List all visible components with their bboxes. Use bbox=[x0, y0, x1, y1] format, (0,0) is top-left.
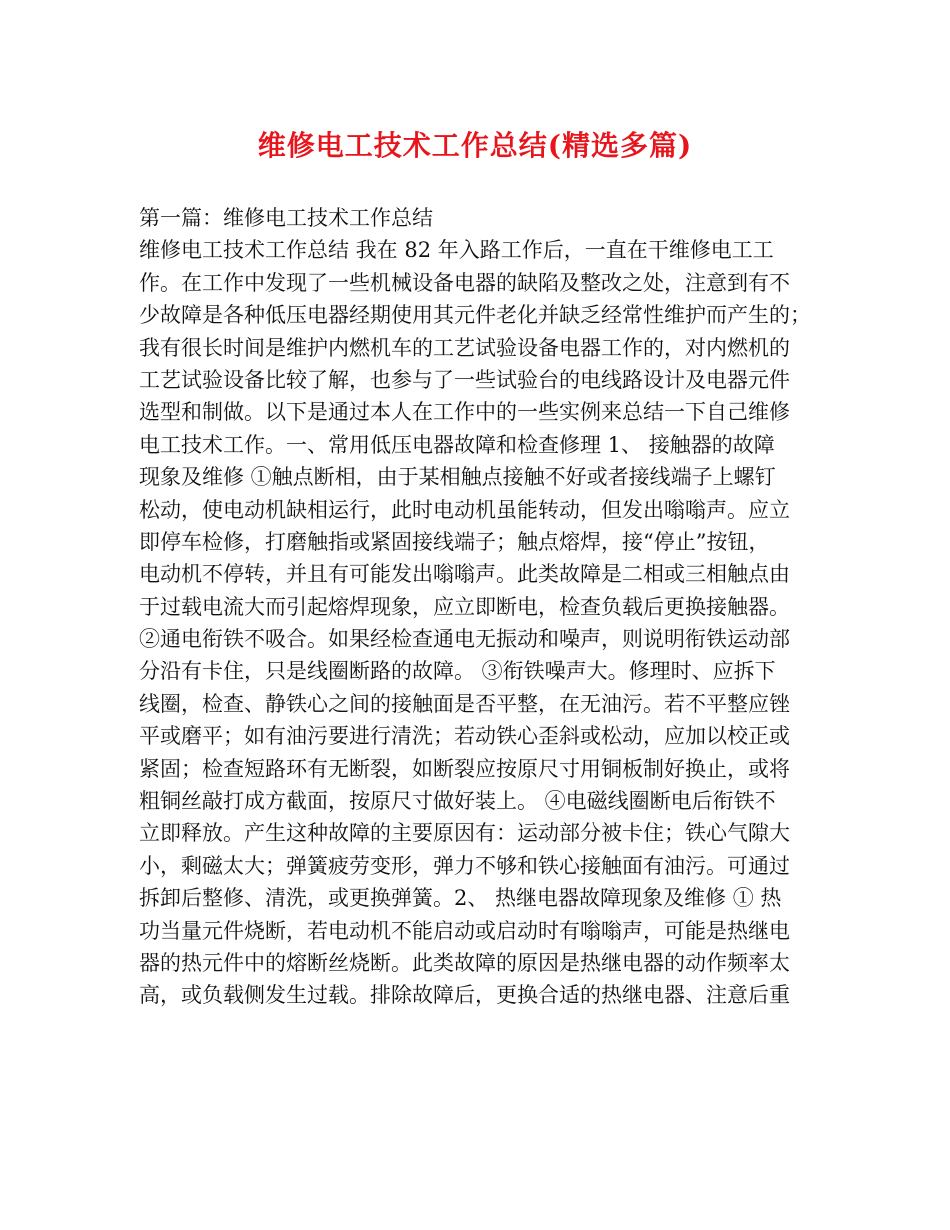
paragraph-line: 电动机不停转，并且有可能发出嗡嗡声。此类故障是二相或三相触点由 bbox=[139, 562, 790, 587]
paragraph-line: 电工技术工作。一、常用低压电器故障和检查修理 1、 接触器的故障 bbox=[139, 432, 775, 457]
paragraph-line: 即停车检修，打磨触指或紧固接线端子；触点熔焊，接“停止”按钮， bbox=[139, 529, 770, 554]
paragraph-line: 拆卸后整修、清洗，或更换弹簧。2、 热继电器故障现象及维修 ① 热 bbox=[139, 886, 782, 911]
paragraph-line: 器的热元件中的熔断丝烧断。此类故障的原因是热继电器的动作频率太 bbox=[139, 950, 790, 975]
paragraph-line: 功当量元件烧断，若电动机不能启动或启动时有嗡嗡声，可能是热继电 bbox=[139, 918, 790, 943]
section-heading: 第一篇：维修电工技术工作总结 bbox=[139, 206, 433, 230]
paragraph-line: 维修电工技术工作总结 我在 82 年入路工作后，一直在干维修电工工 bbox=[139, 238, 774, 263]
paragraph-line: 于过载电流大而引起熔焊现象，应立即断电，检查负载后更换接触器。 bbox=[139, 594, 790, 619]
paragraph-line: ②通电衔铁不吸合。如果经检查通电无振动和噪声，则说明衔铁运动部 bbox=[139, 627, 790, 652]
paragraph-line: 平或磨平；如有油污要进行清洗；若动铁心歪斜或松动，应加以校正或 bbox=[139, 724, 790, 749]
paragraph-line: 粗铜丝敲打成方截面，按原尺寸做好装上。 ④电磁线圈断电后衔铁不 bbox=[139, 789, 776, 814]
paragraph-line: 高，或负载侧发生过载。排除故障后，更换合适的热继电器、注意后重 bbox=[139, 983, 790, 1008]
paragraph-line: 线圈，检查、静铁心之间的接触面是否平整，在无油污。若不平整应锉 bbox=[139, 691, 790, 716]
paragraph-line: 我有很长时间是维护内燃机车的工艺试验设备电器工作的，对内燃机的 bbox=[139, 335, 790, 360]
paragraph-line: 现象及维修 ①触点断相，由于某相触点接触不好或者接线端子上螺钉 bbox=[139, 465, 776, 490]
paragraph-line: 紧固；检查短路环有无断裂，如断裂应按原尺寸用铜板制好换止，或将 bbox=[139, 756, 790, 781]
document-body bbox=[139, 202, 819, 1012]
document-title: 维修电工技术工作总结(精选多篇) bbox=[257, 129, 693, 162]
paragraph-line: 选型和制做。以下是通过本人在工作中的一些实例来总结一下自己维修 bbox=[139, 400, 790, 425]
paragraph-line: 少故障是各种低压电器经期使用其元件老化并缺乏经常性维护而产生的； bbox=[139, 303, 811, 328]
paragraph-line: 立即释放。产生这种故障的主要原因有：运动部分被卡住；铁心气隙大 bbox=[139, 821, 790, 846]
paragraph-line: 松动，使电动机缺相运行，此时电动机虽能转动，但发出嗡嗡声。应立 bbox=[139, 497, 790, 522]
paragraph-line: 作。在工作中发现了一些机械设备电器的缺陷及整改之处，注意到有不 bbox=[139, 270, 790, 295]
paragraph-line: 分沿有卡住，只是线圈断路的故障。 ③衔铁噪声大。修理时、应拆下 bbox=[139, 659, 776, 684]
paragraph-line: 工艺试验设备比较了解，也参与了一些试验台的电线路设计及电器元件 bbox=[139, 367, 790, 392]
paragraph-line: 小，剩磁太大；弹簧疲劳变形，弹力不够和铁心接触面有油污。可通过 bbox=[139, 853, 790, 878]
